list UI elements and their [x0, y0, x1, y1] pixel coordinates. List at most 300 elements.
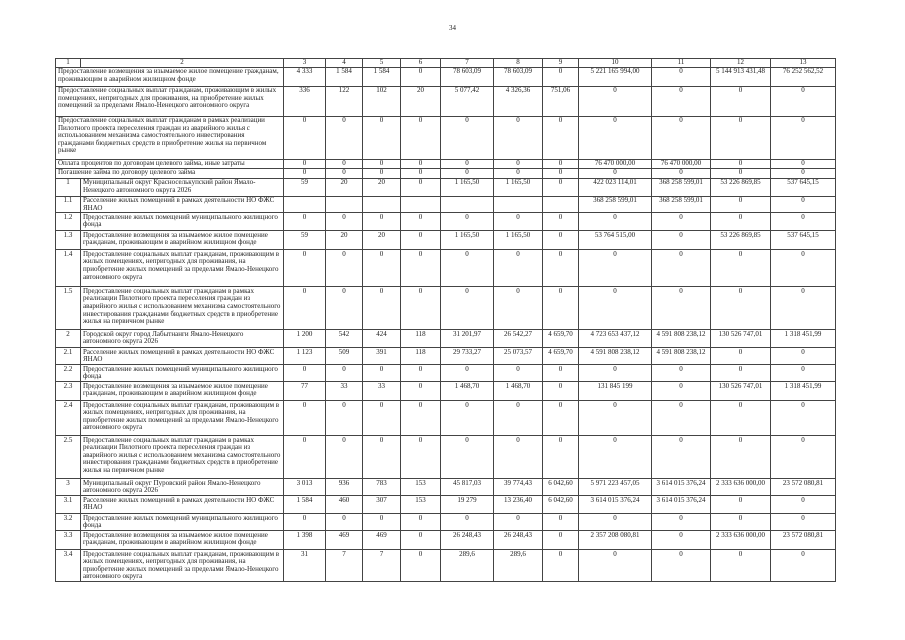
value-cell-col-9: 0 [543, 250, 579, 287]
value-cell-col-3: 1 123 [284, 348, 326, 365]
value-cell-col-12: 130 526 747,01 [711, 382, 771, 401]
value-cell-col-6: 0 [401, 436, 441, 479]
value-cell-col-7: 5 077,42 [441, 86, 494, 116]
column-number-header: 1 [56, 59, 81, 68]
value-cell-col-4: 33 [326, 382, 363, 401]
value-cell-col-11: 0 [652, 531, 711, 550]
value-cell-col-11: 4 591 808 238,12 [652, 330, 711, 348]
value-cell-col-5: 307 [363, 496, 401, 514]
value-cell-col-12: 130 526 747,01 [711, 330, 771, 348]
value-cell-col-12: 53 226 869,85 [711, 231, 771, 250]
row-number-cell: 2.3 [56, 382, 81, 401]
value-cell-col-10: 0 [579, 250, 652, 287]
row-name-cell: Расселение жилых помещений в рамках деятельности НО ФЖС ЯНАО [81, 196, 284, 213]
value-cell-col-7: 29 733,27 [441, 348, 494, 365]
value-cell-col-12: 0 [711, 168, 771, 178]
value-cell-col-10: 0 [579, 550, 652, 582]
value-cell-col-12: 0 [711, 550, 771, 582]
value-cell-col-8: 26 248,43 [494, 531, 543, 550]
row-name-cell: Предоставление социальных выплат гражданам, проживающим в жилых помещениях, непригодных для проживания, на приобретение жилых помещений за пределами Ямало-Ненецкого автономного округа [81, 250, 284, 287]
value-cell-col-9 [543, 196, 579, 213]
value-cell-col-10: 0 [579, 213, 652, 231]
subitem-row [56, 496, 836, 514]
column-number-header: 4 [326, 59, 363, 68]
row-number-cell: 3 [56, 479, 81, 496]
value-cell-col-5: 0 [363, 365, 401, 382]
row-number-cell: 1.5 [56, 287, 81, 330]
column-number-header: 11 [652, 59, 711, 68]
value-cell-col-9: 0 [543, 67, 579, 86]
value-cell-col-10: 0 [579, 168, 652, 178]
value-cell-col-3: 4 333 [284, 67, 326, 86]
value-cell-col-3: 0 [284, 436, 326, 479]
value-cell-col-13: 0 [771, 287, 836, 330]
value-cell-col-11: 368 258 599,01 [652, 196, 711, 213]
value-cell-col-13: 23 572 080,81 [771, 479, 836, 496]
value-cell-col-9: 0 [543, 531, 579, 550]
value-cell-col-6: 0 [401, 365, 441, 382]
value-cell-col-12: 0 [711, 287, 771, 330]
value-cell-col-8: 39 774,43 [494, 479, 543, 496]
value-cell-col-13: 0 [771, 550, 836, 582]
value-cell-col-4: 0 [326, 365, 363, 382]
column-number-header: 13 [771, 59, 836, 68]
value-cell-col-13: 0 [771, 116, 836, 159]
value-cell-col-13: 0 [771, 250, 836, 287]
value-cell-col-9: 6 042,60 [543, 479, 579, 496]
value-cell-col-5: 102 [363, 86, 401, 116]
value-cell-col-12: 53 226 869,85 [711, 178, 771, 196]
value-cell-col-8: 0 [494, 168, 543, 178]
value-cell-col-4: 1 584 [326, 67, 363, 86]
value-cell-col-8: 1 165,50 [494, 178, 543, 196]
value-cell-col-6: 118 [401, 330, 441, 348]
value-cell-col-13: 0 [771, 514, 836, 531]
value-cell-col-4: 20 [326, 231, 363, 250]
row-number-cell: 2 [56, 330, 81, 348]
value-cell-col-3: 59 [284, 178, 326, 196]
value-cell-col-11: 0 [652, 250, 711, 287]
row-name-cell: Предоставление социальных выплат гражданам в рамках реализации Пилотного проекта переселения граждан из аварийного жилья с использованием механизма самостоятельного инвестирования гражданами бюджетных средств в приобретение жилья на первичном рынке [81, 436, 284, 479]
value-cell-col-9: 0 [543, 231, 579, 250]
value-cell-col-8: 289,6 [494, 550, 543, 582]
value-cell-col-9: 0 [543, 382, 579, 401]
value-cell-col-8: 0 [494, 213, 543, 231]
value-cell-col-7: 0 [441, 159, 494, 168]
value-cell-col-4 [326, 196, 363, 213]
column-number-header: 9 [543, 59, 579, 68]
value-cell-col-10: 131 845 199 [579, 382, 652, 401]
value-cell-col-8: 4 326,36 [494, 86, 543, 116]
value-cell-col-13: 23 572 080,81 [771, 531, 836, 550]
value-cell-col-13: 76 252 562,52 [771, 67, 836, 86]
value-cell-col-11: 0 [652, 550, 711, 582]
value-cell-col-5: 0 [363, 116, 401, 159]
value-cell-col-7: 0 [441, 250, 494, 287]
row-number-cell: 3.4 [56, 550, 81, 582]
row-name-cell: Предоставление возмещения за изымаемое жилое помещение гражданам, проживающим в аварийном жилищном фонде [81, 382, 284, 401]
value-cell-col-7: 0 [441, 514, 494, 531]
row-number-cell: 2.4 [56, 401, 81, 436]
value-cell-col-4: 0 [326, 250, 363, 287]
value-cell-col-6: 0 [401, 231, 441, 250]
value-cell-col-12: 2 333 636 000,00 [711, 531, 771, 550]
value-cell-col-8: 25 073,57 [494, 348, 543, 365]
subitem-row [56, 550, 836, 582]
value-cell-col-9: 0 [543, 116, 579, 159]
value-cell-col-5: 424 [363, 330, 401, 348]
row-name-cell: Предоставление жилых помещений муниципального жилищного фонда [81, 514, 284, 531]
value-cell-col-3: 0 [284, 168, 326, 178]
value-cell-col-10: 4 591 808 238,12 [579, 348, 652, 365]
value-cell-col-8: 0 [494, 436, 543, 479]
value-cell-col-7: 0 [441, 436, 494, 479]
value-cell-col-10: 368 258 599,01 [579, 196, 652, 213]
value-cell-col-9: 0 [543, 159, 579, 168]
value-cell-col-3: 1 584 [284, 496, 326, 514]
value-cell-col-11: 0 [652, 116, 711, 159]
value-cell-col-4: 0 [326, 116, 363, 159]
value-cell-col-3: 0 [284, 116, 326, 159]
value-cell-col-10: 5 221 165 994,00 [579, 67, 652, 86]
value-cell-col-10: 0 [579, 365, 652, 382]
value-cell-col-4: 542 [326, 330, 363, 348]
column-number-header: 5 [363, 59, 401, 68]
subitem-row [56, 401, 836, 436]
value-cell-col-8: 0 [494, 116, 543, 159]
value-cell-col-9: 0 [543, 168, 579, 178]
value-cell-col-10: 76 470 000,00 [579, 159, 652, 168]
value-cell-col-6: 20 [401, 86, 441, 116]
value-cell-col-3: 1 200 [284, 330, 326, 348]
value-cell-col-3: 0 [284, 213, 326, 231]
value-cell-col-7: 0 [441, 116, 494, 159]
value-cell-col-5: 0 [363, 159, 401, 168]
value-cell-col-11: 0 [652, 382, 711, 401]
value-cell-col-3: 31 [284, 550, 326, 582]
value-cell-col-7: 78 603,09 [441, 67, 494, 86]
value-cell-col-8: 1 165,50 [494, 231, 543, 250]
value-cell-col-11: 0 [652, 213, 711, 231]
value-cell-col-4: 0 [326, 213, 363, 231]
value-cell-col-6: 0 [401, 287, 441, 330]
row-name-cell: Расселение жилых помещений в рамках деятельности НО ФЖС ЯНАО [81, 496, 284, 514]
value-cell-col-13: 0 [771, 401, 836, 436]
value-cell-col-8 [494, 196, 543, 213]
value-cell-col-13: 1 318 451,99 [771, 330, 836, 348]
page-number: 34 [449, 24, 456, 32]
summary-row [56, 159, 836, 168]
row-number-cell: 3.2 [56, 514, 81, 531]
value-cell-col-13: 0 [771, 365, 836, 382]
value-cell-col-9: 0 [543, 514, 579, 531]
row-name-cell: Погашение займа по договору целевого займа [56, 168, 284, 178]
row-number-cell: 1.2 [56, 213, 81, 231]
value-cell-col-13: 0 [771, 496, 836, 514]
value-cell-col-12: 0 [711, 116, 771, 159]
value-cell-col-3: 336 [284, 86, 326, 116]
value-cell-col-9: 0 [543, 365, 579, 382]
row-number-cell: 3.1 [56, 496, 81, 514]
value-cell-col-10: 3 614 015 376,24 [579, 496, 652, 514]
value-cell-col-12: 0 [711, 159, 771, 168]
value-cell-col-9: 0 [543, 401, 579, 436]
value-cell-col-7: 1 165,50 [441, 178, 494, 196]
value-cell-col-6: 0 [401, 382, 441, 401]
value-cell-col-11: 3 614 015 376,24 [652, 496, 711, 514]
subitem-row [56, 531, 836, 550]
value-cell-col-6: 0 [401, 401, 441, 436]
value-cell-col-13: 537 645,15 [771, 231, 836, 250]
value-cell-col-3 [284, 196, 326, 213]
value-cell-col-4: 460 [326, 496, 363, 514]
value-cell-col-11: 0 [652, 67, 711, 86]
value-cell-col-13: 0 [771, 348, 836, 365]
subitem-row [56, 196, 836, 213]
value-cell-col-12: 0 [711, 365, 771, 382]
value-cell-col-12: 0 [711, 213, 771, 231]
value-cell-col-4: 0 [326, 159, 363, 168]
value-cell-col-5: 33 [363, 382, 401, 401]
value-cell-col-5: 0 [363, 436, 401, 479]
value-cell-col-11: 0 [652, 514, 711, 531]
value-cell-col-6: 0 [401, 550, 441, 582]
table-body [56, 67, 836, 581]
value-cell-col-13: 0 [771, 196, 836, 213]
value-cell-col-9: 0 [543, 550, 579, 582]
row-name-cell: Предоставление возмещения за изымаемое жилое помещение гражданам, проживающим в аварийном жилищном фонде [81, 531, 284, 550]
value-cell-col-3: 0 [284, 287, 326, 330]
column-number-header: 12 [711, 59, 771, 68]
summary-row [56, 67, 836, 86]
value-cell-col-3: 0 [284, 250, 326, 287]
value-cell-col-11: 0 [652, 287, 711, 330]
row-name-cell: Предоставление возмещения за изымаемое жилое помещение гражданам, проживающим в аварийном жилищном фонде [56, 67, 284, 86]
value-cell-col-12: 5 144 913 431,48 [711, 67, 771, 86]
row-name-cell: Муниципальный округ Красноселькупский район Ямало-Ненецкого автономного округа 2026 [81, 178, 284, 196]
column-number-header: 6 [401, 59, 441, 68]
summary-row [56, 86, 836, 116]
value-cell-col-9: 4 659,70 [543, 330, 579, 348]
value-cell-col-11: 368 258 599,01 [652, 178, 711, 196]
value-cell-col-3: 0 [284, 514, 326, 531]
value-cell-col-4: 469 [326, 531, 363, 550]
row-number-cell: 1 [56, 178, 81, 196]
row-number-cell: 1.4 [56, 250, 81, 287]
value-cell-col-5: 0 [363, 213, 401, 231]
value-cell-col-11: 0 [652, 401, 711, 436]
value-cell-col-11: 0 [652, 231, 711, 250]
value-cell-col-9: 6 042,60 [543, 496, 579, 514]
row-name-cell: Предоставление жилых помещений муниципального жилищного фонда [81, 365, 284, 382]
subitem-row [56, 348, 836, 365]
row-name-cell: Расселение жилых помещений в рамках деятельности НО ФЖС ЯНАО [81, 348, 284, 365]
value-cell-col-4: 0 [326, 168, 363, 178]
value-cell-col-7: 0 [441, 287, 494, 330]
value-cell-col-7: 289,6 [441, 550, 494, 582]
value-cell-col-3: 0 [284, 401, 326, 436]
value-cell-col-7: 0 [441, 365, 494, 382]
value-cell-col-6: 153 [401, 496, 441, 514]
value-cell-col-10: 5 971 223 457,05 [579, 479, 652, 496]
value-cell-col-11: 0 [652, 86, 711, 116]
column-number-header: 3 [284, 59, 326, 68]
value-cell-col-7: 0 [441, 168, 494, 178]
value-cell-col-13: 1 318 451,99 [771, 382, 836, 401]
value-cell-col-4: 0 [326, 401, 363, 436]
column-number-header: 8 [494, 59, 543, 68]
subitem-row [56, 365, 836, 382]
row-number-cell: 2.5 [56, 436, 81, 479]
value-cell-col-5: 469 [363, 531, 401, 550]
value-cell-col-9: 0 [543, 436, 579, 479]
value-cell-col-9: 0 [543, 178, 579, 196]
value-cell-col-7: 0 [441, 213, 494, 231]
value-cell-col-5: 20 [363, 231, 401, 250]
value-cell-col-5 [363, 196, 401, 213]
value-cell-col-6: 0 [401, 531, 441, 550]
value-cell-col-3: 1 398 [284, 531, 326, 550]
value-cell-col-12: 0 [711, 348, 771, 365]
subitem-row [56, 436, 836, 479]
value-cell-col-8: 0 [494, 159, 543, 168]
value-cell-col-7: 1 165,50 [441, 231, 494, 250]
value-cell-col-5: 1 584 [363, 67, 401, 86]
value-cell-col-8: 78 603,09 [494, 67, 543, 86]
row-number-cell: 1.3 [56, 231, 81, 250]
row-name-cell: Предоставление социальных выплат гражданам, проживающим в жилых помещениях, непригодных для проживания, на приобретение жилых помещений за пределами Ямало-Ненецкого автономного округа [56, 86, 284, 116]
value-cell-col-13: 0 [771, 159, 836, 168]
row-number-cell: 2.2 [56, 365, 81, 382]
value-cell-col-8: 13 236,40 [494, 496, 543, 514]
value-cell-col-8: 0 [494, 365, 543, 382]
value-cell-col-6: 0 [401, 213, 441, 231]
value-cell-col-9: 4 659,70 [543, 348, 579, 365]
value-cell-col-6 [401, 196, 441, 213]
value-cell-col-5: 0 [363, 250, 401, 287]
value-cell-col-4: 509 [326, 348, 363, 365]
value-cell-col-10: 0 [579, 436, 652, 479]
value-cell-col-10: 53 764 515,00 [579, 231, 652, 250]
value-cell-col-13: 0 [771, 168, 836, 178]
value-cell-col-5: 0 [363, 514, 401, 531]
subitem-row [56, 231, 836, 250]
subitem-row [56, 213, 836, 231]
value-cell-col-6: 0 [401, 514, 441, 531]
column-number-header: 10 [579, 59, 652, 68]
value-cell-col-11: 4 591 808 238,12 [652, 348, 711, 365]
value-cell-col-10: 422 023 114,01 [579, 178, 652, 196]
value-cell-col-10: 0 [579, 287, 652, 330]
value-cell-col-13: 0 [771, 86, 836, 116]
value-cell-col-12: 0 [711, 196, 771, 213]
value-cell-col-10: 0 [579, 401, 652, 436]
value-cell-col-6: 118 [401, 348, 441, 365]
municipality-row [56, 330, 836, 348]
value-cell-col-5: 0 [363, 401, 401, 436]
row-number-cell: 1.1 [56, 196, 81, 213]
value-cell-col-12: 0 [711, 401, 771, 436]
value-cell-col-12: 0 [711, 496, 771, 514]
value-cell-col-6: 0 [401, 168, 441, 178]
value-cell-col-5: 7 [363, 550, 401, 582]
value-cell-col-12: 0 [711, 514, 771, 531]
value-cell-col-3: 3 013 [284, 479, 326, 496]
row-name-cell: Предоставление возмещения за изымаемое жилое помещение гражданам, проживающим в аварийном жилищном фонде [81, 231, 284, 250]
summary-row [56, 116, 836, 159]
value-cell-col-13: 537 645,15 [771, 178, 836, 196]
row-name-cell: Предоставление социальных выплат гражданам, проживающим в жилых помещениях, непригодных для проживания, на приобретение жилых помещений за пределами Ямало-Ненецкого автономного округа [81, 550, 284, 582]
row-name-cell: Городской округ город Лабытнанги Ямало-Ненецкого автономного округа 2026 [81, 330, 284, 348]
column-number-row [56, 59, 836, 68]
row-number-cell: 2.1 [56, 348, 81, 365]
value-cell-col-11: 0 [652, 168, 711, 178]
value-cell-col-12: 0 [711, 86, 771, 116]
value-cell-col-9: 0 [543, 287, 579, 330]
row-name-cell: Предоставление социальных выплат гражданам в рамках реализации Пилотного проекта переселения граждан из аварийного жилья с использованием механизма самостоятельного инвестирования гражданами бюджетных средств в приобретение жилья на первичном рынке [81, 287, 284, 330]
value-cell-col-8: 0 [494, 250, 543, 287]
value-cell-col-6: 0 [401, 159, 441, 168]
value-cell-col-13: 0 [771, 436, 836, 479]
value-cell-col-7: 31 201,97 [441, 330, 494, 348]
value-cell-col-8: 26 542,27 [494, 330, 543, 348]
value-cell-col-10: 4 723 653 437,12 [579, 330, 652, 348]
row-name-cell: Предоставление жилых помещений муниципального жилищного фонда [81, 213, 284, 231]
subitem-row [56, 514, 836, 531]
value-cell-col-5: 0 [363, 287, 401, 330]
subitem-row [56, 382, 836, 401]
row-number-cell: 3.3 [56, 531, 81, 550]
value-cell-col-5: 391 [363, 348, 401, 365]
value-cell-col-10: 0 [579, 86, 652, 116]
value-cell-col-13: 0 [771, 213, 836, 231]
value-cell-col-4: 0 [326, 436, 363, 479]
value-cell-col-7: 19 279 [441, 496, 494, 514]
value-cell-col-4: 7 [326, 550, 363, 582]
value-cell-col-4: 20 [326, 178, 363, 196]
value-cell-col-3: 0 [284, 365, 326, 382]
value-cell-col-11: 76 470 000,00 [652, 159, 711, 168]
value-cell-col-4: 0 [326, 287, 363, 330]
value-cell-col-3: 77 [284, 382, 326, 401]
municipality-row [56, 178, 836, 196]
value-cell-col-8: 0 [494, 401, 543, 436]
row-name-cell: Муниципальный округ Пуровский район Ямало-Ненецкого автономного округа 2026 [81, 479, 284, 496]
value-cell-col-4: 122 [326, 86, 363, 116]
value-cell-col-9: 751,06 [543, 86, 579, 116]
value-cell-col-6: 153 [401, 479, 441, 496]
value-cell-col-4: 0 [326, 514, 363, 531]
value-cell-col-9: 0 [543, 213, 579, 231]
value-cell-col-6: 0 [401, 67, 441, 86]
value-cell-col-5: 20 [363, 178, 401, 196]
value-cell-col-11: 3 614 015 376,24 [652, 479, 711, 496]
column-number-header: 7 [441, 59, 494, 68]
value-cell-col-11: 0 [652, 436, 711, 479]
value-cell-col-3: 0 [284, 159, 326, 168]
municipality-row [56, 479, 836, 496]
row-name-cell: Предоставление социальных выплат гражданам в рамках реализации Пилотного проекта переселения граждан из аварийного жилья с использованием механизма самостоятельного инвестирования гражданами бюджетных средств в приобретение жилья на первичном рынке [56, 116, 284, 159]
summary-row [56, 168, 836, 178]
value-cell-col-8: 1 468,70 [494, 382, 543, 401]
value-cell-col-10: 0 [579, 116, 652, 159]
value-cell-col-8: 0 [494, 287, 543, 330]
value-cell-col-8: 0 [494, 514, 543, 531]
column-number-header: 2 [81, 59, 284, 68]
value-cell-col-7: 0 [441, 401, 494, 436]
value-cell-col-7: 1 468,70 [441, 382, 494, 401]
value-cell-col-5: 0 [363, 168, 401, 178]
